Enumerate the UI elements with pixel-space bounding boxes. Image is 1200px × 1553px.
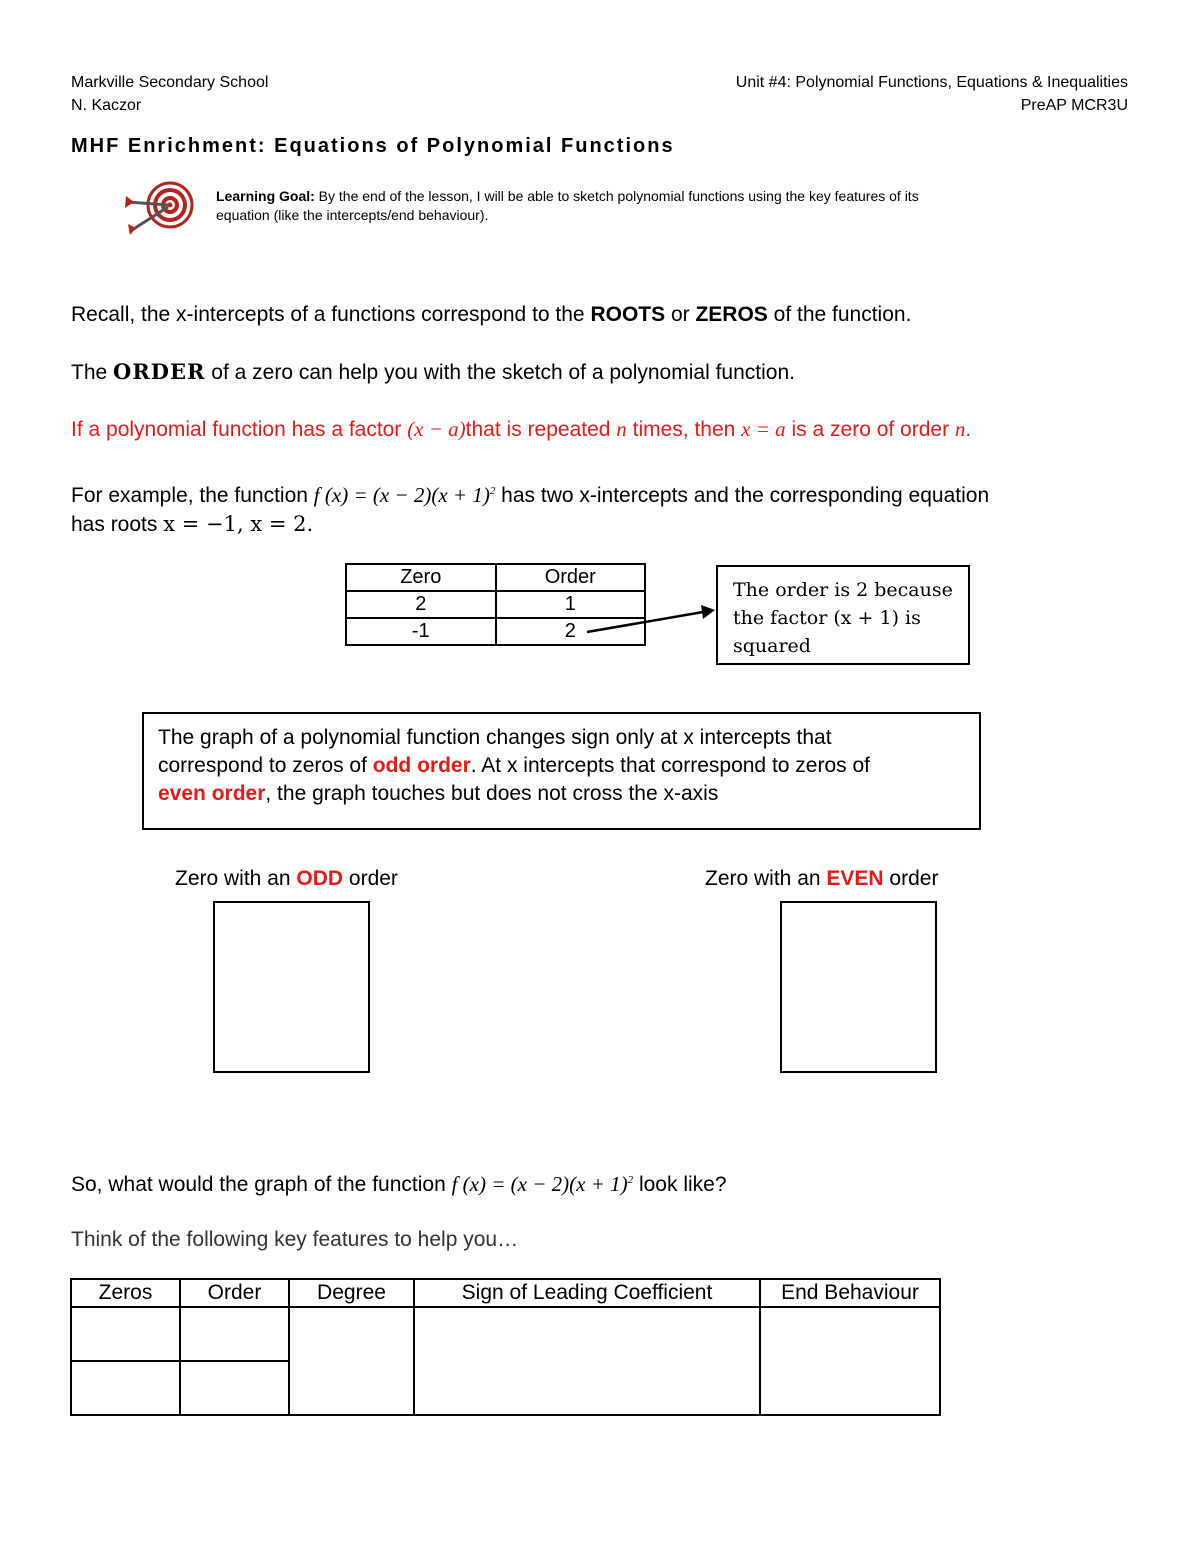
order-cell[interactable] (180, 1307, 289, 1361)
sign-line-2-post: . At x intercepts that correspond to zeros of (470, 754, 870, 777)
rule-n: n (616, 417, 627, 441)
example-line (71, 477, 989, 510)
think-prompt: Think of the following key features to help you… (71, 1228, 519, 1251)
zero-cell: -1 (346, 618, 496, 645)
roots-pre: has roots (71, 513, 164, 536)
learning-goal-text: By the end of the lesson, I will be able to sketch polynomial functions using the key features of its (314, 188, 919, 204)
odd-order-term: odd order (372, 754, 471, 777)
rule-text-4: is a zero of order (785, 418, 955, 441)
rule-text-2: that is repeated (465, 418, 617, 441)
even-order-term: even order (158, 782, 266, 805)
school-name: Markville Secondary School (71, 74, 269, 91)
example-post: has two x-intercepts and the corresponding equation (495, 484, 990, 507)
sign-line-2 (158, 752, 979, 780)
order-line (71, 358, 795, 387)
question-line (71, 1166, 727, 1199)
question-post: look like? (633, 1173, 727, 1196)
recall-end: of the function. (767, 303, 912, 326)
zero-cell: 2 (346, 591, 496, 618)
order-header: Order (496, 564, 646, 591)
odd-term: ODD (296, 867, 344, 890)
target-icon (122, 178, 194, 238)
rule-x-equals-a: x = a (741, 417, 786, 441)
degree-column-header: Degree (289, 1279, 414, 1307)
recall-or: or (665, 303, 696, 326)
even-order-sketch-box[interactable] (780, 901, 937, 1073)
rule-statement (71, 415, 971, 444)
recall-line (71, 301, 911, 329)
example-roots-line (71, 510, 313, 539)
degree-cell[interactable] (289, 1307, 414, 1415)
note-factor: (x + 1) (833, 607, 899, 629)
even-label-post: order (883, 867, 939, 890)
zeros-cell[interactable] (71, 1361, 180, 1415)
sign-line-3-post: , the graph touches but does not cross the x-axis (265, 782, 719, 805)
roots-term: ROOTS (590, 303, 666, 326)
unit-title: Unit #4: Polynomial Functions, Equations & Inequalities (735, 74, 1128, 91)
table-row (71, 1307, 940, 1361)
sign-line-1: The graph of a polynomial function changes sign only at x intercepts that (158, 726, 832, 749)
order-cell: 2 (496, 618, 646, 645)
odd-order-sketch-box[interactable] (213, 901, 370, 1073)
even-label-pre: Zero with an (705, 867, 827, 890)
zeros-column-header: Zeros (71, 1279, 180, 1307)
sign-line-2-pre: correspond to zeros of (158, 754, 373, 777)
odd-label-pre: Zero with an (175, 867, 297, 890)
example-exponent: 2 (489, 485, 496, 497)
order-column-header: Order (180, 1279, 289, 1307)
zero-header: Zero (346, 564, 496, 591)
rule-text-1: If a polynomial function has a factor (71, 418, 408, 441)
even-term: EVEN (826, 867, 884, 890)
even-order-label (705, 865, 938, 893)
question-pre: So, what would the graph of the function (71, 1173, 452, 1196)
note-line-2-post: is (899, 607, 921, 629)
leading-coefficient-cell[interactable] (414, 1307, 760, 1415)
note-line-1: The order is 2 because (733, 579, 953, 601)
learning-goal-label: Learning Goal: (216, 188, 315, 204)
zeros-cell[interactable] (71, 1307, 180, 1361)
course-code: PreAP MCR3U (1020, 97, 1128, 114)
page-title: MHF Enrichment: Equations of Polynomial Functions (71, 135, 675, 157)
learning-goal (216, 187, 919, 225)
order-term: ORDER (113, 359, 206, 384)
rule-n-2: n (954, 417, 966, 441)
end-behaviour-cell[interactable] (760, 1307, 940, 1415)
arrow-icon (585, 600, 720, 640)
note-line-2 (733, 604, 968, 632)
order-line-post: of a zero can help you with the sketch of a polynomial function. (205, 361, 795, 384)
end-behaviour-column-header: End Behaviour (760, 1279, 940, 1307)
teacher-name: N. Kaczor (71, 97, 142, 114)
order-note-box (716, 565, 970, 665)
question-function: f (x) = (x − 2)(x + 1) (451, 1172, 628, 1196)
rule-factor: (x − a) (407, 417, 466, 441)
rule-text-5: . (965, 418, 972, 441)
sign-change-box (142, 712, 981, 830)
odd-order-label (175, 865, 398, 893)
order-cell[interactable] (180, 1361, 289, 1415)
leading-coefficient-column-header: Sign of Leading Coefficient (414, 1279, 760, 1307)
rule-text-3: times, then (626, 418, 742, 441)
sign-line-3 (158, 780, 979, 808)
example-pre: For example, the function (71, 484, 314, 507)
note-line-2-pre: the factor (733, 607, 834, 629)
key-features-table (70, 1278, 941, 1416)
zeros-term: ZEROS (695, 303, 768, 326)
odd-label-post: order (343, 867, 398, 890)
roots-values: x = −1, x = 2. (163, 512, 314, 536)
example-function: f (x) = (x − 2)(x + 1) (313, 483, 490, 507)
order-line-pre: The (71, 361, 114, 384)
question-exponent: 2 (627, 1174, 634, 1186)
note-line-3: squared (733, 635, 811, 657)
recall-text: Recall, the x-intercepts of a functions correspond to the (71, 303, 591, 326)
order-cell: 1 (496, 591, 646, 618)
learning-goal-text-2: equation (like the intercepts/end behaviour). (216, 207, 489, 223)
